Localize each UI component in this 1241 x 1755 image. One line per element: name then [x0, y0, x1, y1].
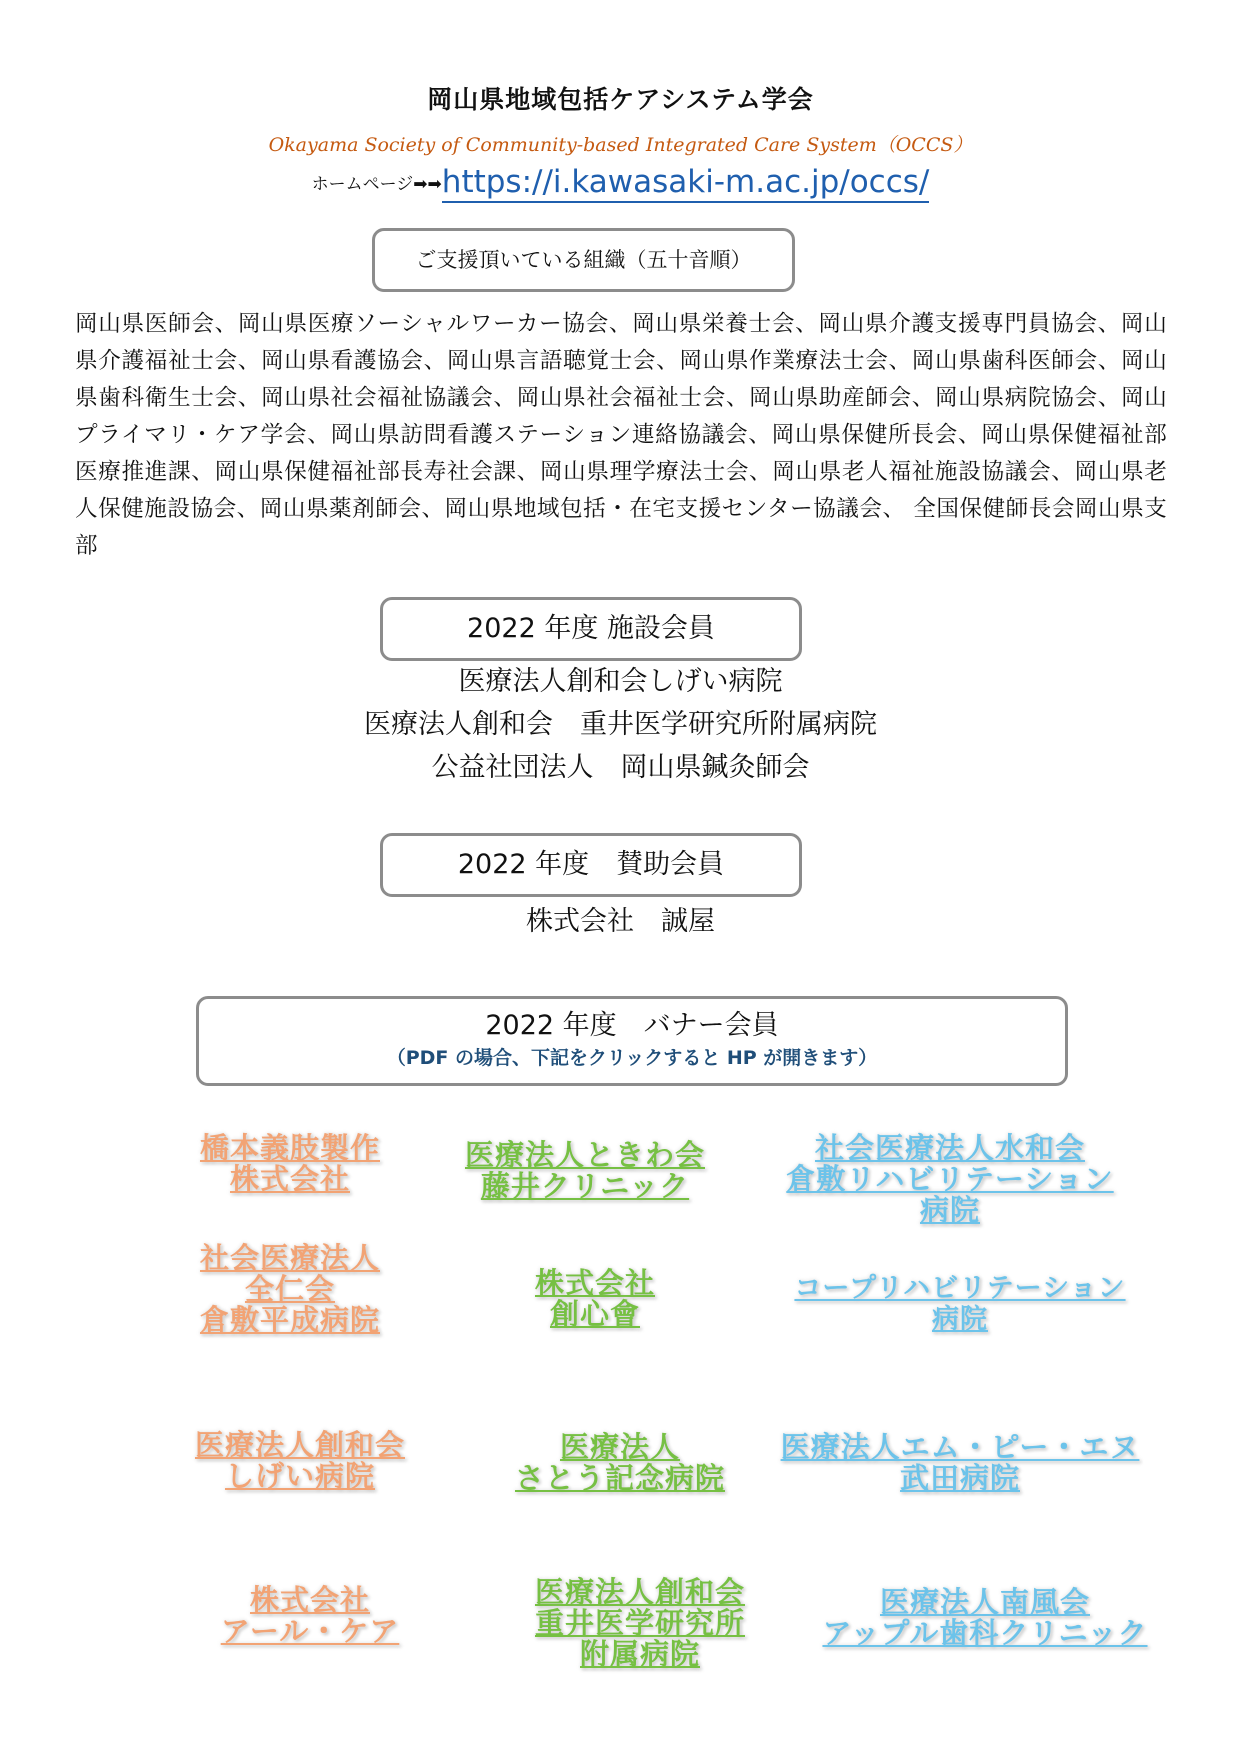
homepage-row	[0, 164, 1241, 200]
banner-line: 附属病院	[579, 1637, 700, 1671]
support-organizations: 岡山県医師会、岡山県医療ソーシャルワーカー協会、岡山県栄養士会、岡山県介護支援専門員協会、岡山県介護福祉士会、岡山県看護協会、岡山県言語聴覚士会、岡山県作業療法士会、岡山県歯科医師会、岡山県歯科衛生士会、岡山県社会福祉協議会、岡山県社会福祉士会、岡山県助産師会、岡山県病院協会、岡山プライマリ・ケア学会、岡山県訪問看護ステーション連絡協議会、岡山県保健所長会、岡山県保健福祉部医療推進課、岡山県保健福祉部長寿社会課、岡山県理学療法士会、岡山県老人福祉施設協議会、岡山県老人保健施設協会、岡山県薬剤師会、岡山県地域包括・在宅支援センター協議会、 全国保健師長会岡山県支部	[75, 311, 1167, 559]
banner-line: 武田病院	[899, 1461, 1020, 1495]
banner-line: 医療法人エム・ピー・エヌ	[780, 1430, 1140, 1464]
arrow-right-icon: ➡➡	[413, 174, 442, 195]
banner-shigei-research[interactable]	[490, 1577, 790, 1670]
banner-line: 病院	[919, 1193, 980, 1227]
banner-line: さとう記念病院	[514, 1461, 725, 1495]
banner-line: アップル歯科クリニック	[822, 1616, 1148, 1650]
homepage-label	[312, 175, 442, 195]
banner-r-care[interactable]	[150, 1585, 470, 1647]
banner-line: 重井医学研究所	[534, 1606, 745, 1640]
banner-coop-reha[interactable]	[780, 1273, 1140, 1335]
banner-soshinkai[interactable]	[440, 1268, 750, 1330]
banner-hashimoto[interactable]	[140, 1133, 440, 1195]
banner-sato-kinen[interactable]	[470, 1432, 770, 1494]
facility-heading: 2022 年度 施設会員	[467, 613, 715, 644]
banner-line: 医療法人	[559, 1430, 680, 1464]
banner-line: 病院	[932, 1304, 988, 1335]
banner-line: 株式会社	[249, 1583, 370, 1617]
banner-line: 医療法人ときわ会	[464, 1138, 705, 1172]
banner-heading: 2022 年度 バナー会員	[485, 1010, 779, 1041]
banner-line: しげい病院	[224, 1459, 375, 1493]
facility-member: 医療法人創和会 重井医学研究所附属病院	[364, 709, 877, 740]
banner-line: アール・ケア	[220, 1614, 400, 1648]
homepage-link[interactable]: https://i.kawasaki-m.ac.jp/occs/	[442, 164, 930, 203]
banner-line: 株式会社	[534, 1266, 655, 1300]
banner-note: （PDF の場合、下記をクリックすると HP が開きます）	[386, 1047, 878, 1069]
support-heading: ご支援頂いている組織（五十音順）	[415, 248, 752, 272]
banner-line: 倉敷平成病院	[199, 1303, 380, 1337]
banner-line: コープリハビリテーション	[794, 1273, 1126, 1304]
sponsor-member-list	[0, 900, 1241, 943]
banner-takeda[interactable]	[770, 1432, 1150, 1494]
facility-member: 公益社団法人 岡山県鍼灸師会	[431, 752, 810, 783]
homepage-label-text: ホームページ	[311, 174, 414, 195]
banner-heading-box	[196, 996, 1068, 1086]
page-subtitle: Okayama Society of Community-based Integrated Care System（OCCS）	[268, 134, 973, 156]
banner-line: 倉敷リハビリテーション	[786, 1162, 1114, 1196]
support-heading-box	[372, 228, 795, 292]
banner-line: 藤井クリニック	[480, 1169, 690, 1203]
facility-member: 医療法人創和会しげい病院	[458, 666, 783, 697]
banner-shigei[interactable]	[140, 1430, 460, 1492]
banner-kurashiki-reha[interactable]	[760, 1133, 1140, 1226]
sponsor-heading-box	[380, 833, 802, 897]
banner-line: 医療法人創和会	[534, 1575, 745, 1609]
facility-heading-box	[380, 597, 802, 661]
banner-line: 株式会社	[229, 1162, 350, 1196]
banner-kurashiki-heisei[interactable]	[140, 1243, 440, 1336]
banner-line: 橋本義肢製作	[199, 1131, 380, 1165]
banner-line: 全仁会	[244, 1272, 335, 1306]
facility-member-list	[0, 660, 1241, 789]
banner-line: 創心會	[549, 1297, 640, 1331]
banner-apple-dental[interactable]	[820, 1587, 1150, 1649]
banner-fujii-clinic[interactable]	[420, 1140, 750, 1202]
banner-line: 社会医療法人	[199, 1241, 380, 1275]
page-title: 岡山県地域包括ケアシステム学会	[427, 85, 814, 114]
banner-line: 医療法人南風会	[879, 1585, 1090, 1619]
sponsor-member: 株式会社 誠屋	[526, 906, 715, 937]
sponsor-heading: 2022 年度 賛助会員	[457, 849, 725, 880]
banner-line: 社会医療法人水和会	[814, 1131, 1085, 1165]
banner-line: 医療法人創和会	[194, 1428, 405, 1462]
